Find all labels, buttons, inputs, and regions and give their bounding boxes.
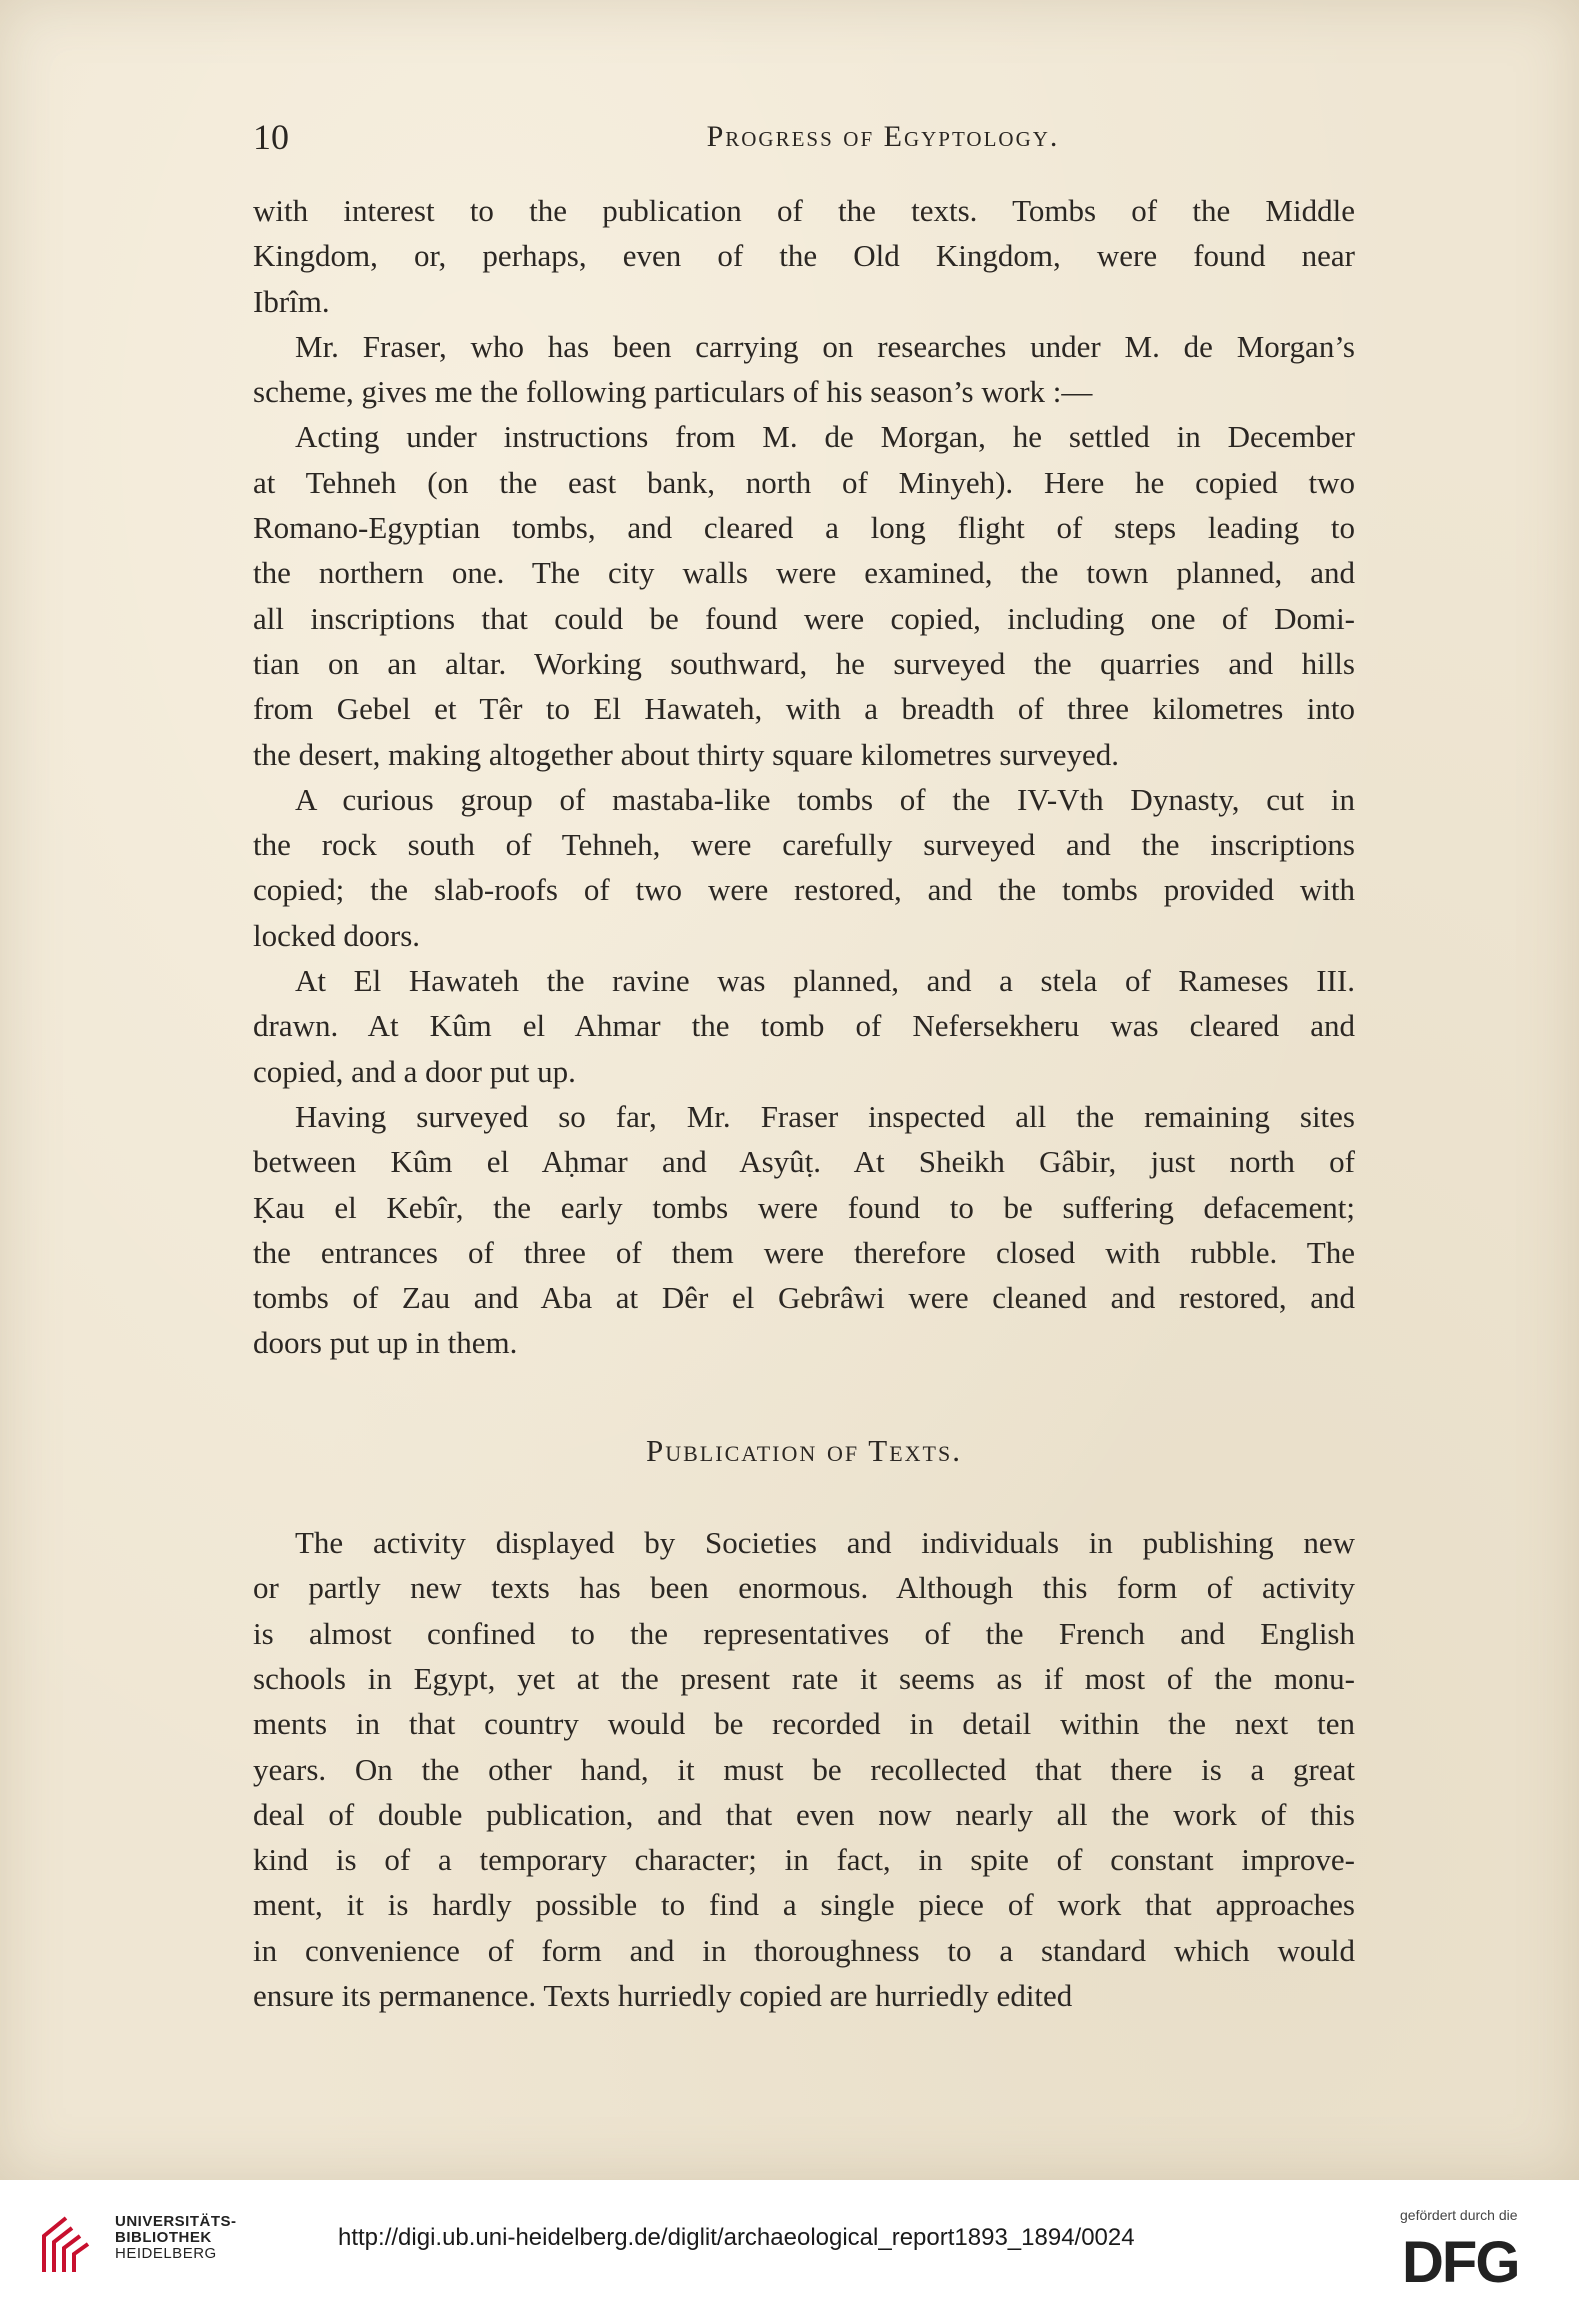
text-line: kind is of a temporary character; in fact, in spite of constant improve- xyxy=(253,1842,1355,1878)
section-heading: Publication of Texts. xyxy=(646,1432,962,1468)
text-line: the northern one. The city walls were examined, the town planned, and xyxy=(253,555,1355,591)
text-line: the rock south of Tehneh, were carefully surveyed and the inscriptions xyxy=(253,827,1355,863)
library-logo-icon xyxy=(36,2210,96,2280)
library-name-line2: BIBLIOTHEK xyxy=(115,2229,212,2246)
library-name xyxy=(115,2214,237,2262)
source-url-link[interactable]: http://digi.ub.uni-heidelberg.de/diglit/archaeological_report1893_1894/0024 xyxy=(338,2224,1135,2251)
text-line: with interest to the publication of the texts. Tombs of the Middle xyxy=(253,193,1355,228)
text-line: the entrances of three of them were therefore closed with rubble. The xyxy=(253,1234,1355,1270)
library-name-line1: UNIVERSITÄTS- xyxy=(115,2213,237,2230)
text-line: schools in Egypt, yet at the present rate it seems as if most of the monu- xyxy=(253,1660,1355,1696)
text-line: doors put up in them. xyxy=(253,1325,518,1361)
text-line: tombs of Zau and Aba at Dêr el Gebrâwi were cleaned and restored, and xyxy=(253,1280,1355,1316)
footer-bar xyxy=(0,2180,1579,2307)
text-line: Acting under instructions from M. de Morgan, he settled in December xyxy=(295,419,1355,455)
text-line: years. On the other hand, it must be recollected that there is a great xyxy=(253,1751,1355,1787)
text-line: drawn. At Kûm el Ahmar the tomb of Nefersekheru was cleared and xyxy=(253,1008,1355,1044)
dfg-logo-icon xyxy=(1400,2230,1550,2290)
text-line: locked doors. xyxy=(253,917,421,953)
page-number: 10 xyxy=(253,117,289,157)
text-line: scheme, gives me the following particulars of his season’s work :— xyxy=(253,374,1093,410)
text-line: is almost confined to the representatives of the French and English xyxy=(253,1615,1355,1651)
text-line: Kingdom, or, perhaps, even of the Old Kingdom, were found near xyxy=(253,238,1355,274)
funder-note: gefördert durch die xyxy=(1400,2207,1518,2223)
text-line: A curious group of mastaba-like tombs of the IV-Vth Dynasty, cut in xyxy=(295,781,1355,817)
text-line: ment, it is hardly possible to find a single piece of work that approaches xyxy=(253,1887,1355,1923)
text-line: The activity displayed by Societies and individuals in publishing new xyxy=(295,1525,1355,1561)
text-line: at Tehneh (on the east bank, north of Minyeh). Here he copied two xyxy=(253,464,1355,500)
text-line: all inscriptions that could be found were copied, including one of Domi- xyxy=(253,600,1355,636)
text-line: Ibrîm. xyxy=(253,283,330,319)
text-line: Having surveyed so far, Mr. Fraser inspected all the remaining sites xyxy=(295,1098,1355,1134)
text-line: copied, and a door put up. xyxy=(253,1053,576,1089)
text-line: the desert, making altogether about thirty square kilometres surveyed. xyxy=(253,736,1120,772)
text-line: Mr. Fraser, who has been carrying on researches under M. de Morgan’s xyxy=(295,328,1355,364)
text-line: from Gebel et Têr to El Hawateh, with a breadth of three kilometres into xyxy=(253,691,1355,727)
text-line: copied; the slab-roofs of two were restored, and the tombs provided with xyxy=(253,872,1355,908)
text-line: ensure its permanence. Texts hurriedly copied are hurriedly edited xyxy=(253,1977,1073,2013)
text-line: Ḳau el Kebîr, the early tombs were found to be suffering defacement; xyxy=(253,1189,1355,1225)
section-spacer xyxy=(253,1366,1355,1428)
running-head xyxy=(253,112,1355,162)
body-text xyxy=(253,188,1355,2018)
text-line: or partly new texts has been enormous. Although this form of activity xyxy=(253,1570,1355,1606)
svg-text:DFG: DFG xyxy=(1402,2230,1519,2290)
text-line: At El Hawateh the ravine was planned, and a stela of Rameses III. xyxy=(295,963,1355,999)
text-line: between Kûm el Aḥmar and Asyûṭ. At Sheikh Gâbir, just north of xyxy=(253,1144,1355,1180)
text-line: deal of double publication, and that even now nearly all the work of this xyxy=(253,1796,1355,1832)
text-line: in convenience of form and in thoroughness to a standard which would xyxy=(253,1932,1355,1968)
text-line: Romano-Egyptian tombs, and cleared a long flight of steps leading to xyxy=(253,510,1355,546)
running-title: Progress of Egyptology. xyxy=(706,120,1060,153)
text-line: tian on an altar. Working southward, he surveyed the quarries and hills xyxy=(253,645,1355,681)
library-name-line3: HEIDELBERG xyxy=(115,2245,217,2262)
section-spacer xyxy=(253,1473,1355,1520)
text-line: ments in that country would be recorded in detail within the next ten xyxy=(253,1706,1355,1742)
